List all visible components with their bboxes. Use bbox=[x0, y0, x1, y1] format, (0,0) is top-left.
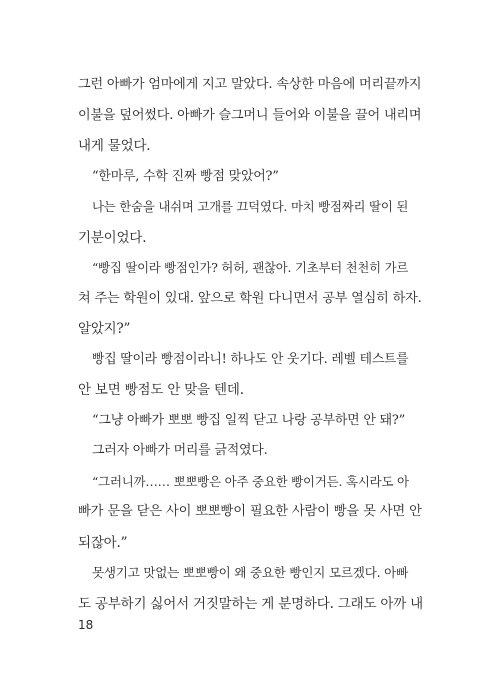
text-line: 기분이었다. bbox=[78, 229, 147, 246]
text-line: “그냥 아빠가 뽀뽀 빵집 일찍 닫고 나랑 공부하면 안 돼?” bbox=[92, 412, 406, 428]
text-line: 쳐 주는 학원이 있대. 앞으로 학원 다니면서 공부 열심히 하자. bbox=[78, 290, 422, 306]
body-text bbox=[78, 70, 422, 619]
text-line: 그런 아빠가 엄마에게 지고 말았다. 속상한 마음에 머리끝까지 bbox=[78, 77, 422, 92]
text-line: 나는 한숨을 내쉬며 고개를 끄덕였다. 마치 빵점짜리 딸이 된 bbox=[92, 199, 409, 214]
text-line: 빠가 문을 닫은 사이 뽀뽀빵이 필요한 사람이 빵을 못 사면 안 bbox=[78, 504, 422, 519]
text-line: 내게 물었다. bbox=[78, 138, 151, 154]
text-line: 그러자 아빠가 머리를 긁적였다. bbox=[92, 443, 268, 458]
page-number: 18 bbox=[78, 618, 94, 632]
text-line: “빵집 딸이라 빵점인가? 허허, 괜찮아. 기초부터 천천히 가르 bbox=[92, 261, 409, 275]
text-line: 안 보면 빵점도 안 맞을 텐데. bbox=[78, 382, 244, 398]
text-line: 되잖아.” bbox=[78, 534, 128, 551]
text-line: 빵집 딸이라 빵점이라니! 하나도 안 웃기다. 레벨 테스트를 bbox=[92, 351, 409, 367]
text-line: “그러니까…… 뽀뽀빵은 아주 중요한 빵이거든. 혹시라도 아 bbox=[92, 473, 409, 489]
text-line: 도 공부하기 싫어서 거짓말하는 게 분명하다. 그래도 아까 내 bbox=[78, 595, 424, 612]
text-line: 알았지?” bbox=[78, 321, 131, 337]
text-line: 이불을 덮어썼다. 아빠가 슬그머니 들어와 이불을 끌어 내리며 bbox=[78, 107, 422, 123]
text-line: “한마루, 수학 진짜 빵점 맞았어?” bbox=[92, 168, 279, 184]
text-line: 못생기고 맛없는 뽀뽀빵이 왜 중요한 빵인지 모르겠다. 아빠 bbox=[92, 565, 408, 580]
